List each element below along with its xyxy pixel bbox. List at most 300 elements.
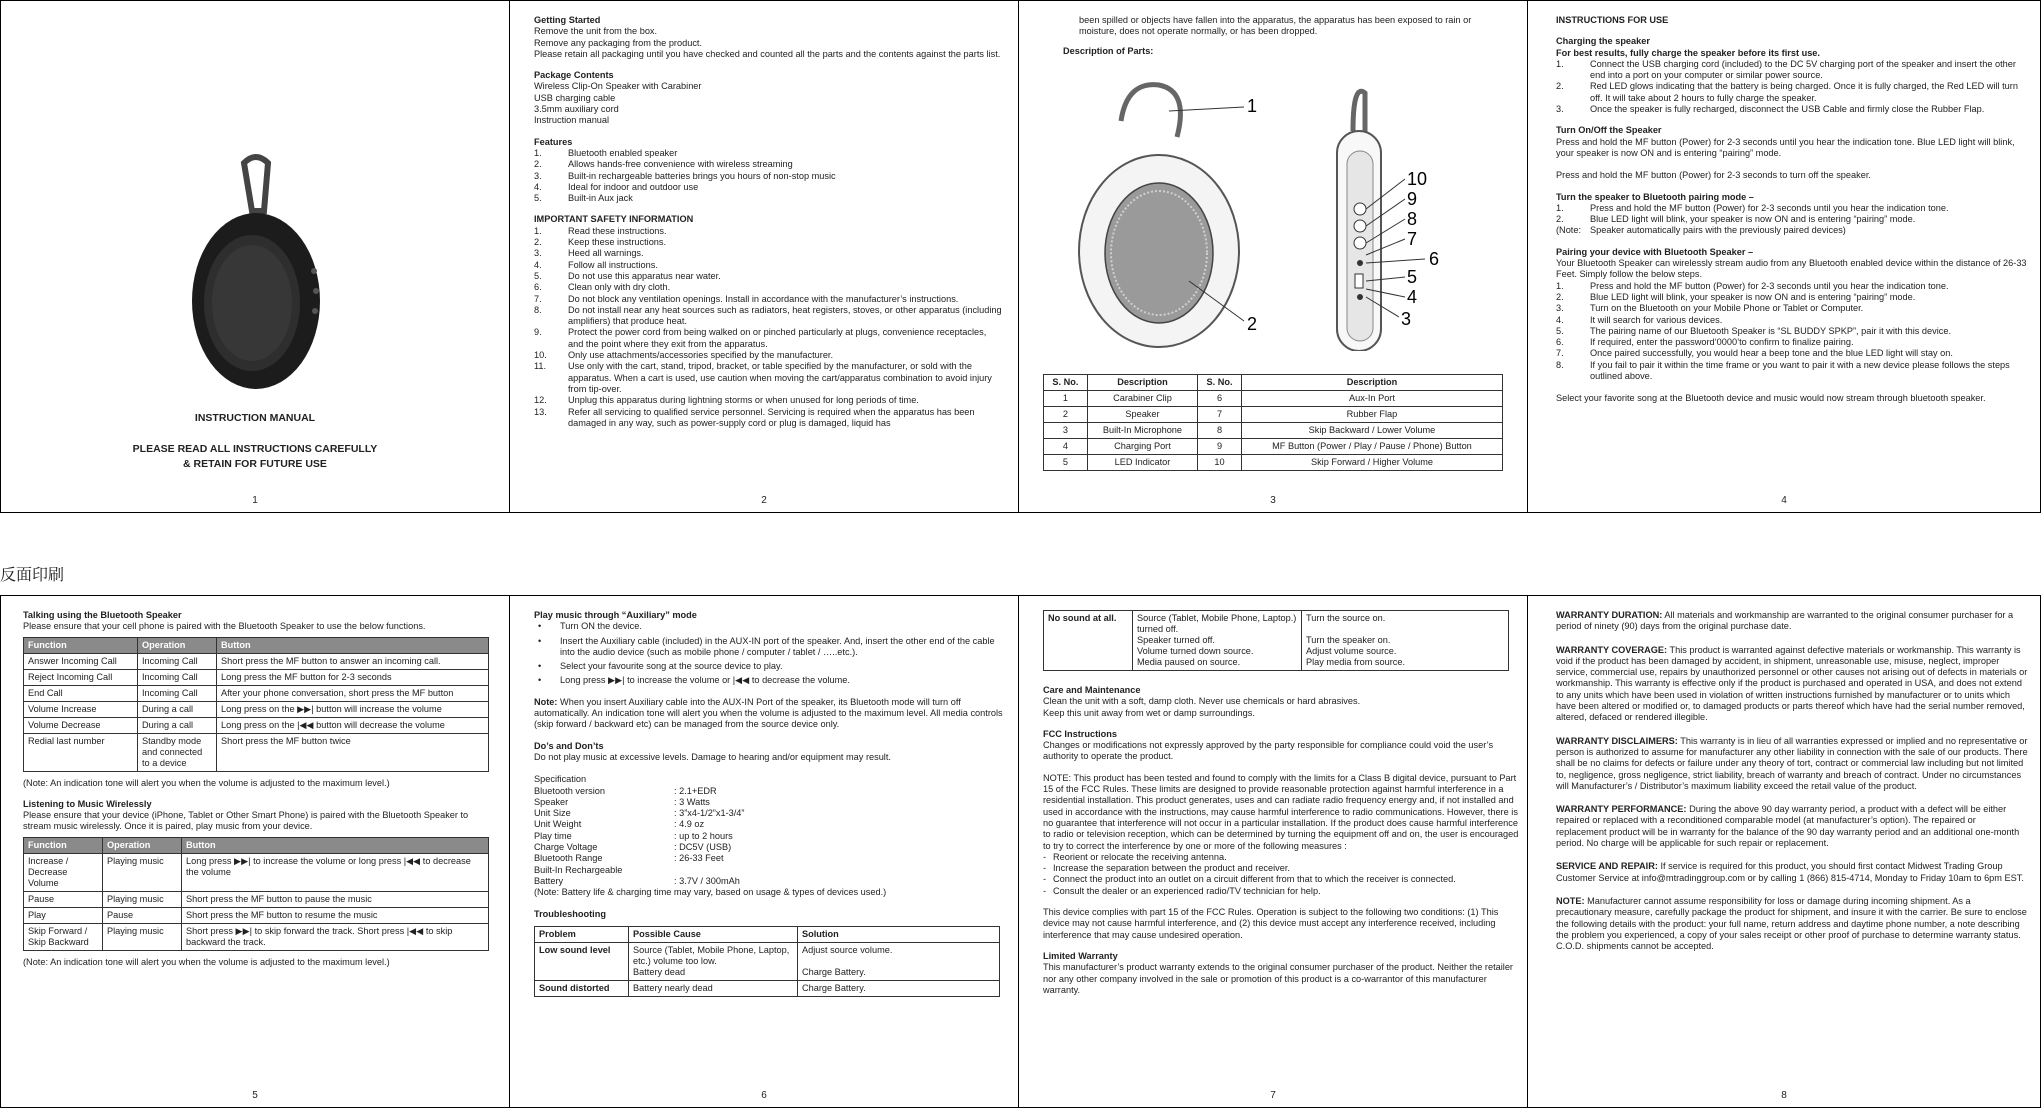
list-number: 7. xyxy=(1556,348,1564,359)
list-number: 6. xyxy=(534,282,542,293)
table-header-cell: Button xyxy=(182,837,489,853)
fcc-item-text: Increase the separation between the product and receiver. xyxy=(1053,863,1290,874)
table-cell: During a call xyxy=(138,717,217,733)
warranty-duration-text: All materials and workmanship are warranted to the original consumer purchaser for a period of ninety (90) days from the original purchase date. xyxy=(1556,610,2014,632)
list-item xyxy=(1556,81,2028,104)
spec-key: Unit Size xyxy=(534,808,571,819)
table-cell: Standby mode and connected to a device xyxy=(138,733,217,771)
table-cell: Sound distorted xyxy=(535,980,629,996)
table-row xyxy=(24,923,489,950)
list-text: If you fail to pair it within the time frame or you want to pair it with a new device please follows the steps outlined above. xyxy=(1590,359,2010,382)
table-header-cell: Button xyxy=(217,637,489,653)
table-cell: Volume Increase xyxy=(24,701,138,717)
service-repair-text: If service is required for this product, you should first contact Midwest Trading Group Customer Service at info@mtradinggroup.com or by calling 1 (866) 815-4714, Monday to Friday 10am to 6pm EST. xyxy=(1556,861,2024,883)
table-cell: 9 xyxy=(1198,439,1242,455)
table-cell: Playing music xyxy=(103,891,182,907)
list-text: Blue LED light will blink, your speaker is now ON and is entering “pairing” mode. xyxy=(1590,291,1916,302)
table-cell: 5 xyxy=(1044,455,1088,471)
dash-icon: - xyxy=(1043,874,1047,885)
features-list xyxy=(534,148,1004,204)
list-number: 4. xyxy=(534,259,542,270)
spec-value: : 26-33 Feet xyxy=(674,853,724,864)
safety-list xyxy=(534,226,1004,429)
pair-list xyxy=(1556,281,2028,383)
section-heading: Do’s and Don’ts xyxy=(534,740,604,751)
list-item xyxy=(1556,326,2028,337)
list-item xyxy=(1556,303,2028,314)
section-heading: Pairing your device with Bluetooth Speaker – xyxy=(1556,246,1754,257)
table-header-cell: Solution xyxy=(798,926,1000,942)
list-number: 2. xyxy=(534,159,542,170)
page-number: 3 xyxy=(1270,495,1276,506)
spec-value: : up to 2 hours xyxy=(674,830,733,841)
table-row xyxy=(24,653,489,669)
panel-instructions xyxy=(1527,1,2041,512)
list-text: Heed all warnings. xyxy=(568,248,644,259)
spec-key: Play time xyxy=(534,830,572,841)
warranty-duration xyxy=(1556,610,2028,633)
service-repair xyxy=(1556,861,2028,884)
callout-6: 6 xyxy=(1429,249,1440,269)
list-text: Press and hold the MF button (Power) for 2-3 seconds until you hear the indication tone. xyxy=(1590,202,1949,213)
list-number: 5. xyxy=(534,270,542,281)
subheading: For best results, fully charge the speaker before its first use. xyxy=(1556,47,1820,58)
section-heading: Care and Maintenance xyxy=(1043,685,1141,695)
list-number: 8. xyxy=(534,304,542,315)
fcc-item xyxy=(1043,863,1525,874)
table-cell: Carabiner Clip xyxy=(1087,391,1197,407)
spec-row xyxy=(534,819,1004,830)
panel-8-content xyxy=(1556,610,2028,952)
list-text: Keep these instructions. xyxy=(568,237,667,248)
list-number: 8. xyxy=(1556,359,1564,370)
warranty-coverage xyxy=(1556,645,2028,724)
spec-key: Unit Weight xyxy=(534,819,582,830)
text-line: NOTE: This product has been tested and found to comply with the limits for a Class B digital device, pursuant to Part 15 of the FCC Rules. These limits are designed to provide reasonable protection against harmful interference in a residential installation. This product generates, uses and can radiate radio frequency energy and, if not installed and used in accordance with the instructions, may cause harmful interference to radio communications. However, there is no guarantee that interference will not occur in a particular installation. If the product does cause harmful interference to radio or television reception, which can be determined by turning the equipment off and on, the user is encouraged to try to correct the interference by one or more of the following measures : xyxy=(1043,772,1519,851)
spec-list xyxy=(534,786,1004,888)
callout-3: 3 xyxy=(1401,309,1412,329)
list-number: 5. xyxy=(534,193,542,204)
bt-pairing-list xyxy=(1556,203,2028,237)
list-number: 13. xyxy=(534,406,547,417)
spec-value: : 3”x4-1/2”x1-3/4” xyxy=(674,808,745,819)
list-number: (Note: xyxy=(1556,225,1582,236)
list-item xyxy=(1556,292,2028,303)
table-row xyxy=(24,669,489,685)
list-item xyxy=(534,171,1004,182)
text-line: Clean the unit with a soft, damp cloth. Never use chemicals or hard abrasives. Keep this unit away from wet or damp surroundings. xyxy=(1043,696,1361,718)
list-text: If required, enter the password‘0000’to confirm to finalize pairing. xyxy=(1590,337,1854,348)
list-number: 4. xyxy=(534,181,542,192)
spec-value: : 4.9 oz xyxy=(674,819,705,830)
table-cell: Speaker xyxy=(1087,407,1197,423)
panel-getting-started xyxy=(509,1,1018,512)
spec-value: : 2.1+EDR xyxy=(674,785,717,796)
table-cell: End Call xyxy=(24,685,138,701)
list-text: Red LED glows indicating that the battery is being charged. Once it is fully charged, the Red LED will turn off. It will take about 2 hours to fully charge the speaker. xyxy=(1590,81,2018,103)
list-item xyxy=(534,260,1004,271)
bullet-icon: • xyxy=(538,675,542,686)
table-row xyxy=(24,907,489,923)
page-number: 1 xyxy=(252,495,258,506)
table-cell: Reject Incoming Call xyxy=(24,669,138,685)
table-cell: Short press the MF button to answer an incoming call. xyxy=(217,653,489,669)
warranty-performance-text: During the above 90 day warranty period, a product with a defect will be either repaired or replaced with a reconditioned comparable model (at manufacturer’s option). The repaired or replacement product will be in warranty for the balance of the 90 day warranty period and an additional one-month period. No charge will be applicable for such repair or replacement. xyxy=(1556,804,2020,849)
list-item xyxy=(534,407,1004,430)
list-item xyxy=(1556,59,2028,82)
list-text: Refer all servicing to qualified service personnel. Servicing is required when the apparatus has been damaged in any way, such as power-supply cord or plug is damaged, liquid has xyxy=(568,406,975,428)
bullet-icon: • xyxy=(538,621,542,632)
list-text: Do not use this apparatus near water. xyxy=(568,270,721,281)
section-heading: Talking using the Bluetooth Speaker xyxy=(23,610,182,620)
spec-value: : 3.7V / 300mAh xyxy=(674,875,740,886)
table-cell: 3 xyxy=(1044,423,1088,439)
list-item xyxy=(534,271,1004,282)
aux-list xyxy=(534,621,1004,686)
table-cell: Increase / Decrease Volume xyxy=(24,853,103,891)
table-row xyxy=(1044,423,1503,439)
list-number: 12. xyxy=(534,395,547,406)
table-cell: Long press the MF button for 2-3 seconds xyxy=(217,669,489,685)
text-line: USB charging cable xyxy=(534,92,616,103)
text-line: This device complies with part 15 of the FCC Rules. Operation is subject to the following two conditions: (1) This device may not cause harmful interference, and (2) this device must accept any interference received, including interference that may cause undesired operation. xyxy=(1043,907,1499,940)
list-text: It will search for various devices. xyxy=(1590,314,1723,325)
text-line: Press and hold the MF button (Power) for 2-3 seconds until you hear the indication tone. Blue LED light will blink, your speaker is now ON and is entering “pairing” mode. xyxy=(1556,136,2015,158)
table-cell: 10 xyxy=(1198,455,1242,471)
panel-aux xyxy=(509,596,1018,1107)
spec-key: Built-In Rechargeable xyxy=(534,864,623,875)
list-number: 3. xyxy=(1556,104,1564,115)
note-text xyxy=(534,697,1004,731)
table-cell: Incoming Call xyxy=(138,669,217,685)
speaker-product-image xyxy=(186,151,326,391)
list-text: The pairing name of our Bluetooth Speaker is “SL BUDDY SPKP”, pair it with this device. xyxy=(1590,325,1952,336)
shipment-note-label: NOTE: xyxy=(1556,895,1585,906)
table-cell: Long press on the |◀◀ button will decrease the volume xyxy=(217,717,489,733)
table-cell: After your phone conversation, short press the MF button xyxy=(217,685,489,701)
table-header-cell: Description xyxy=(1241,375,1502,391)
table-cell: 8 xyxy=(1198,423,1242,439)
cover-instruction-line2: & RETAIN FOR FUTURE USE xyxy=(183,458,327,470)
table-cell: 2 xyxy=(1044,407,1088,423)
table-cell: Skip Backward / Lower Volume xyxy=(1241,423,1502,439)
text-line: Please retain all packaging until you have checked and counted all the parts and the contents against the parts list. xyxy=(534,48,1001,59)
warranty-disclaimers xyxy=(1556,736,2028,792)
shipment-note-text: Manufacturer cannot assume responsibility for loss or damage during incoming shipment. As a precautionary measure, carefully package the product for shipment, and insure it with the carrier. Be sure to enclose the following details with the product: your full name, return address and daytime phone number, a note describing the problem you experienced, a copy of your sales receipt or other proof of purchase to determine warranty status. C.O.D. shipments cannot be accepted. xyxy=(1556,895,2027,952)
list-item xyxy=(1556,337,2028,348)
spec-key: Speaker xyxy=(534,796,569,807)
callout-10: 10 xyxy=(1407,169,1428,189)
list-item xyxy=(534,159,1004,170)
section-heading: Turn the speaker to Bluetooth pairing mode – xyxy=(1556,191,1754,202)
table-cell: Short press the MF button twice xyxy=(217,733,489,771)
section-heading: Listening to Music Wirelessly xyxy=(23,798,152,809)
text-line: Remove the unit from the box. xyxy=(534,26,658,37)
list-number: 2. xyxy=(1556,291,1564,302)
text-line: Changes or modifications not expressly approved by the party responsible for compliance could void the user’s authority to operate the product. xyxy=(1043,740,1494,762)
list-number: 1. xyxy=(534,147,542,158)
nosound-table xyxy=(1043,610,1509,671)
table-row xyxy=(24,685,489,701)
panel-parts xyxy=(1018,1,1527,512)
list-item xyxy=(1556,315,2028,326)
table-cell: Short press the MF button to pause the music xyxy=(182,891,489,907)
panel-3-content xyxy=(1063,15,1509,57)
table-header-cell: S. No. xyxy=(1198,375,1242,391)
table-cell: LED Indicator xyxy=(1087,455,1197,471)
table-row xyxy=(1044,455,1503,471)
list-item xyxy=(534,305,1004,328)
fcc-item xyxy=(1043,852,1525,863)
trouble-table xyxy=(534,926,1000,997)
list-item xyxy=(534,350,1004,361)
warranty-disclaimers-label: WARRANTY DISCLAIMERS: xyxy=(1556,735,1678,746)
list-number: 7. xyxy=(534,293,542,304)
table-row xyxy=(24,853,489,891)
text-line: This manufacturer’s product warranty extends to the original consumer purchaser of the product. Neither the retailer nor any other company involved in the sale or promotion of this product is a co-warrantor of this manufacturer warranty. xyxy=(1043,962,1513,995)
music-table xyxy=(23,837,489,951)
charging-list xyxy=(1556,59,2028,115)
list-number: 4. xyxy=(1556,314,1564,325)
dash-icon: - xyxy=(1043,885,1047,896)
note-label: Note: xyxy=(534,696,558,707)
callout-8: 8 xyxy=(1407,209,1418,229)
list-item xyxy=(1556,360,2028,383)
section-heading: Getting Started xyxy=(534,15,601,25)
table-row xyxy=(24,701,489,717)
list-item xyxy=(534,248,1004,259)
list-number: 1. xyxy=(1556,58,1564,69)
section-heading: Turn On/Off the Speaker xyxy=(1556,125,1662,136)
warranty-coverage-text: This product is warranted against defective materials or workmanship. This warranty is void if the product has been damaged by accident, in shipment, unreasonable use, misuse, neglect, improper service, commercial use, repairs by unauthorized personnel or other causes not arising out of defects in materials or workmanship. This warranty is effective only if the product is purchased and operated in USA, and does not extend to any units which have been used in violation of written instructions furnished by manufacturer or to units which have been altered or modified or, to damaged products or parts thereof which have had the serial number removed, altered, defaced or rendered illegible. xyxy=(1556,644,2028,723)
list-number: 1. xyxy=(1556,280,1564,291)
warranty-performance-label: WARRANTY PERFORMANCE: xyxy=(1556,804,1687,815)
spec-key: Charge Voltage xyxy=(534,842,598,853)
page-number: 6 xyxy=(761,1090,767,1101)
table-cell: Short press ▶▶| to skip forward the track. Short press |◀◀ to skip backward the track. xyxy=(182,923,489,950)
list-text: Once paired successfully, you would hear a beep tone and the blue LED light will stay on. xyxy=(1590,348,1953,359)
bullet-item xyxy=(534,675,1004,686)
table-cell: Redial last number xyxy=(24,733,138,771)
list-text: Built-in rechargeable batteries brings you hours of non-stop music xyxy=(568,170,836,181)
table-cell: Incoming Call xyxy=(138,653,217,669)
table-cell: 1 xyxy=(1044,391,1088,407)
list-item xyxy=(1556,225,2028,236)
page-number: 8 xyxy=(1781,1090,1787,1101)
table-header-cell: Possible Cause xyxy=(629,926,798,942)
table-cell: Pause xyxy=(103,907,182,923)
spec-value: : 3 Watts xyxy=(674,796,710,807)
spec-row xyxy=(534,853,1004,864)
table-cell: Charging Port xyxy=(1087,439,1197,455)
list-item xyxy=(1556,214,2028,225)
section-heading: Features xyxy=(534,136,573,147)
list-text: Do not install near any heat sources such as radiators, heat registers, stoves, or other apparatus (including amplifiers) that produce heat. xyxy=(568,304,1002,327)
spec-row xyxy=(534,808,1004,819)
note-text: (Note: Battery life & charging time may vary, based on usage & types of devices used.) xyxy=(534,887,887,898)
table-cell: No sound at all. xyxy=(1044,611,1133,671)
spec-key: Bluetooth Range xyxy=(534,853,603,864)
callout-1: 1 xyxy=(1247,96,1258,116)
fcc-item xyxy=(1043,874,1525,885)
list-number: 11. xyxy=(534,361,547,372)
bullet-icon: • xyxy=(538,661,542,672)
panel-5-content xyxy=(23,610,493,968)
list-item xyxy=(534,327,1004,350)
section-heading: Package Contents xyxy=(534,70,614,81)
warranty-disclaimers-text: This warranty is in lieu of all warranties expressed or implied and no representative or person is authorized to assume for manufacturer any other liability in connection with the sale of our products. There shall be no claims for defects or failure under any theory of tort, contract or commercial law including but not limited to, negligence, gross negligence, strict liability, breach of warranty and breach of contract. Under no circumstances will Manufacturer’s / Distributor’s maximum liability exceed the retail value of the product. xyxy=(1556,735,2028,791)
spec-value: : DC5V (USB) xyxy=(674,842,732,853)
parts-diagram xyxy=(1069,81,1489,351)
page-number: 2 xyxy=(761,495,767,506)
list-text: Allows hands-free convenience with wireless streaming xyxy=(568,159,793,170)
list-number: 3. xyxy=(534,170,542,181)
table-header-cell: Problem xyxy=(535,926,629,942)
list-text: Press and hold the MF button (Power) for 2-3 seconds until you hear the indication tone. xyxy=(1590,280,1949,291)
spec-row xyxy=(534,865,1004,876)
table-cell: Source (Tablet, Mobile Phone, Laptop.) turned off. Speaker turned off. Volume turned down source. Media paused on source. xyxy=(1133,611,1302,671)
list-text: Unplug this apparatus during lightning storms or when unused for long periods of time. xyxy=(568,395,919,406)
table-cell: Playing music xyxy=(103,853,182,891)
front-sheet xyxy=(0,0,2041,513)
bullet-text: Turn ON the device. xyxy=(560,621,642,632)
bullet-item xyxy=(534,621,1004,632)
text-line: Wireless Clip-On Speaker with Carabiner xyxy=(534,81,702,92)
cover-title: INSTRUCTION MANUAL xyxy=(194,412,316,424)
list-number: 1. xyxy=(1556,202,1564,213)
service-repair-label: SERVICE AND REPAIR: xyxy=(1556,861,1658,872)
table-header-row xyxy=(24,637,489,653)
table-cell: Incoming Call xyxy=(138,685,217,701)
spec-heading: Specification xyxy=(534,774,587,785)
list-item xyxy=(534,237,1004,248)
section-heading: Play music through “Auxiliary” mode xyxy=(534,610,697,620)
callout-7: 7 xyxy=(1407,229,1418,249)
section-heading: Description of Parts: xyxy=(1063,45,1154,56)
table-header-cell: Description xyxy=(1087,375,1197,391)
table-cell: 6 xyxy=(1198,391,1242,407)
table-header-row xyxy=(535,926,1000,942)
table-cell: Short press the MF button to resume the music xyxy=(182,907,489,923)
list-text: Speaker automatically pairs with the previously paired devices) xyxy=(1590,225,1846,236)
talk-table xyxy=(23,637,489,772)
panel-2-content xyxy=(534,15,1004,429)
bullet-text: Insert the Auxiliary cable (included) in the AUX-IN port of the speaker. And, insert the other end of the cable into the audio device (such as mobile phone / computer / tablet / …..etc.). xyxy=(560,635,995,657)
table-cell: Long press ▶▶| to increase the volume or long press |◀◀ to decrease the volume xyxy=(182,853,489,891)
list-number: 2. xyxy=(1556,81,1564,92)
panel-talking xyxy=(0,596,509,1107)
text-line: 3.5mm auxiliary cord xyxy=(534,104,619,115)
table-header-cell: S. No. xyxy=(1044,375,1088,391)
spec-row xyxy=(534,786,1004,797)
list-text: Protect the power cord from being walked on or pinched particularly at plugs, convenience receptacles, and the point where they exit from the apparatus. xyxy=(568,327,987,349)
table-cell: Battery nearly dead xyxy=(629,980,798,996)
page-number: 5 xyxy=(252,1090,258,1101)
bullet-icon: • xyxy=(538,635,542,646)
table-cell: Adjust source volume. Charge Battery. xyxy=(798,942,1000,980)
callout-2: 2 xyxy=(1247,314,1258,334)
text-line: Do not play music at excessive levels. Damage to hearing and/or equipment may result. xyxy=(534,751,891,762)
text-line: Please ensure that your device (iPhone, Tablet or Other Smart Phone) is paired with the Bluetooth Speaker to stream music wirelessly. Once it is paired, play music from your device. xyxy=(23,810,469,832)
list-number: 2. xyxy=(534,237,542,248)
table-cell: Turn the source on. Turn the speaker on. Adjust volume source. Play media from source. xyxy=(1302,611,1509,671)
list-text: Read these instructions. xyxy=(568,225,667,236)
parts-table xyxy=(1043,374,1503,471)
fcc-item-text: Consult the dealer or an experienced radio/TV technician for help. xyxy=(1053,885,1321,896)
text-line: Remove any packaging from the product. xyxy=(534,37,703,48)
list-number: 1. xyxy=(534,225,542,236)
table-cell: Skip Forward / Skip Backward xyxy=(24,923,103,950)
note-text: (Note: An indication tone will alert you when the volume is adjusted to the maximum level.) xyxy=(23,777,390,788)
list-text: Use only with the cart, stand, tripod, bracket, or table specified by the manufacturer, or sold with the apparatus. When a cart is used, use caution when moving the cart/apparatus combination to avoid injury from tip-over. xyxy=(568,361,992,394)
panel-7-content xyxy=(1043,610,1525,996)
list-text: Do not block any ventilation openings. Install in accordance with the manufacturer’s instructions. xyxy=(568,293,959,304)
fcc-item-text: Connect the product into an outlet on a circuit different from that to which the receiver is connected. xyxy=(1053,874,1456,885)
table-cell: Answer Incoming Call xyxy=(24,653,138,669)
list-item xyxy=(534,361,1004,395)
dash-icon: - xyxy=(1043,851,1047,862)
list-text: Once the speaker is fully recharged, disconnect the USB Cable and firmly close the Rubber Flap. xyxy=(1590,104,1985,115)
spec-row xyxy=(534,797,1004,808)
table-row xyxy=(24,891,489,907)
callout-4: 4 xyxy=(1407,287,1418,307)
spec-row xyxy=(534,876,1004,887)
list-text: Clean only with dry cloth. xyxy=(568,282,671,293)
table-row xyxy=(1044,391,1503,407)
table-cell: Built-In Microphone xyxy=(1087,423,1197,439)
spec-row xyxy=(534,831,1004,842)
warranty-performance xyxy=(1556,804,2028,849)
table-cell: Long press on the ▶▶| button will increase the volume xyxy=(217,701,489,717)
note-body: When you insert Auxiliary cable into the AUX-IN Port of the speaker, its Bluetooth mode will turn off automatically. An indication tone will alert you when the volume is adjusted to the maximum level. All media controls (skip forward / backward etc) can be managed from the source device only. xyxy=(534,696,1003,730)
list-number: 9. xyxy=(534,327,542,338)
table-row xyxy=(1044,407,1503,423)
fcc-item-text: Reorient or relocate the receiving antenna. xyxy=(1053,851,1227,862)
cover-instruction-line1: PLEASE READ ALL INSTRUCTIONS CAREFULLY xyxy=(132,443,378,455)
table-row xyxy=(24,717,489,733)
table-cell: Aux-In Port xyxy=(1241,391,1502,407)
list-item xyxy=(534,282,1004,293)
list-item xyxy=(1556,104,2028,115)
table-cell: 4 xyxy=(1044,439,1088,455)
list-item xyxy=(1556,348,2028,359)
list-number: 5. xyxy=(1556,325,1564,336)
back-sheet xyxy=(0,595,2041,1108)
fcc-item xyxy=(1043,886,1525,897)
table-header-cell: Function xyxy=(24,637,138,653)
page-number: 7 xyxy=(1270,1090,1276,1101)
spec-key: Battery xyxy=(534,875,564,886)
table-cell: MF Button (Power / Play / Pause / Phone) Button xyxy=(1241,439,1502,455)
text-line: Your Bluetooth Speaker can wirelessly stream audio from any Bluetooth enabled device within the distance of 26-33 Feet. Simply follow the below steps. xyxy=(1556,258,2027,280)
section-heading: Charging the speaker xyxy=(1556,36,1650,47)
fcc-list xyxy=(1043,852,1525,897)
text-line: Please ensure that your cell phone is paired with the Bluetooth Speaker to use the below functions. xyxy=(23,621,426,632)
spec-key: Bluetooth version xyxy=(534,785,605,796)
table-row xyxy=(24,733,489,771)
list-item xyxy=(534,182,1004,193)
callout-9: 9 xyxy=(1407,189,1418,209)
list-number: 6. xyxy=(1556,337,1564,348)
panel-cover xyxy=(0,1,509,512)
panel-4-content xyxy=(1556,15,2028,405)
table-row xyxy=(1044,439,1503,455)
panel-care xyxy=(1018,596,1527,1107)
table-header-row xyxy=(24,837,489,853)
section-heading: FCC Instructions xyxy=(1043,728,1118,739)
table-cell: During a call xyxy=(138,701,217,717)
list-item xyxy=(534,395,1004,406)
